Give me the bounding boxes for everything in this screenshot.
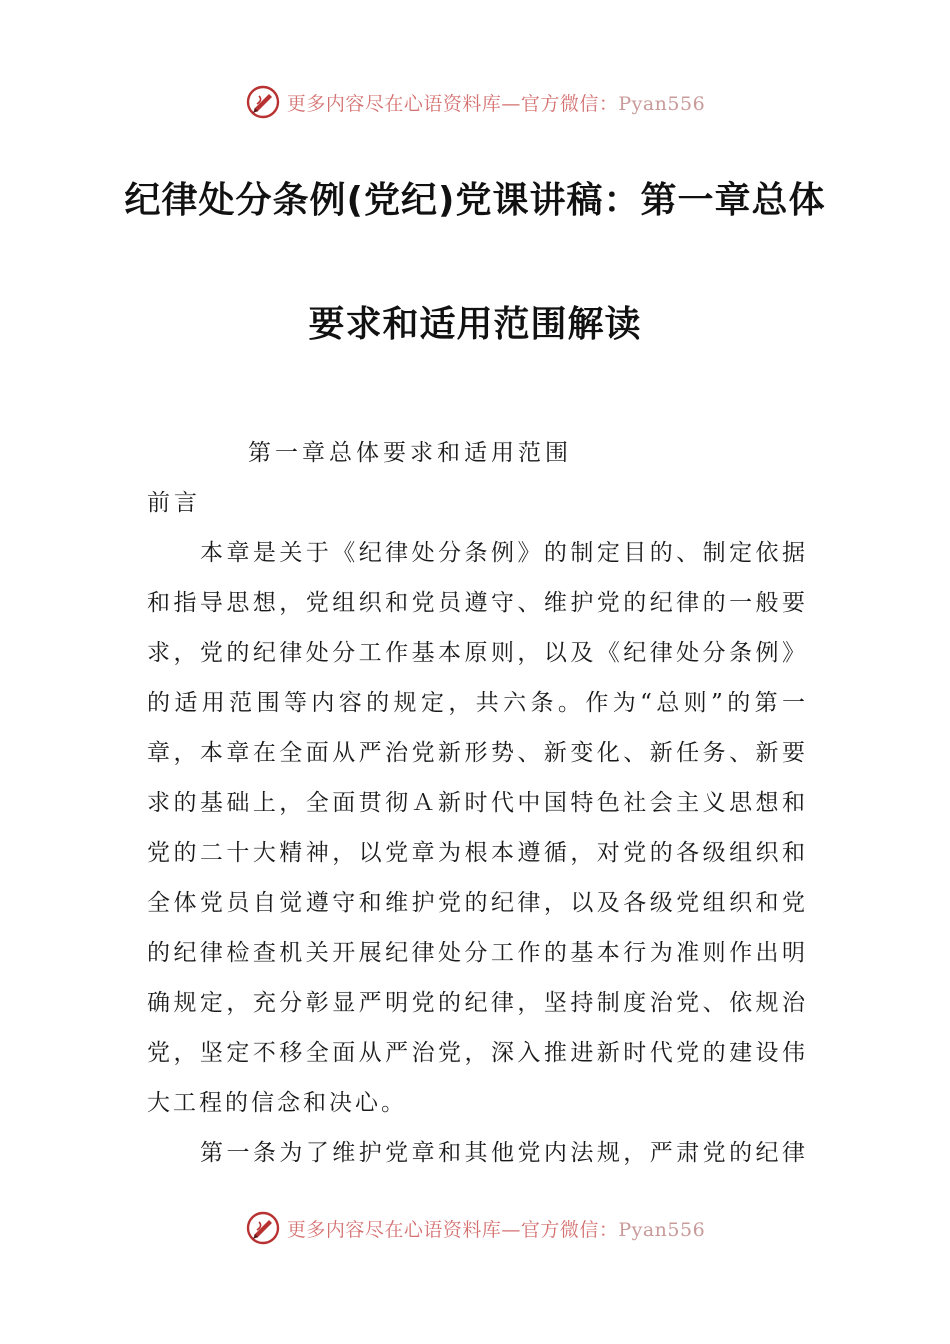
preface-label: 前言 — [147, 490, 201, 516]
document-title-line-1: 纪律处分条例(党纪)党课讲稿：第一章总体 — [124, 180, 826, 221]
footer-watermark — [0, 1208, 950, 1248]
pen-logo-icon — [245, 1210, 281, 1246]
watermark-text: 更多内容尽在心语资料库—官方微信：Pyan556 — [286, 1218, 706, 1241]
body-line: 第一条为了维护党章和其他党内法规，严肃党的纪律 — [200, 1140, 805, 1166]
body-line: 本章是关于《纪律处分条例》的制定目的、制定依据 — [200, 540, 805, 566]
watermark-text: 更多内容尽在心语资料库—官方微信：Pyan556 — [286, 92, 706, 115]
body-line: 党，坚定不移全面从严治党，深入推进新时代党的建设伟 — [147, 1040, 805, 1066]
wechat-id: Pyan556 — [618, 92, 706, 115]
body-line: 全体党员自觉遵守和维护党的纪律，以及各级党组织和党 — [147, 890, 805, 916]
body-line: 的适用范围等内容的规定，共六条。作为“总则”的第一 — [147, 690, 805, 716]
body-line: 章，本章在全面从严治党新形势、新变化、新任务、新要 — [147, 740, 805, 766]
body-line: 大工程的信念和决心。 — [147, 1090, 407, 1116]
pen-logo-icon — [245, 84, 281, 120]
chapter-subtitle: 第一章总体要求和适用范围 — [248, 440, 572, 466]
document-title-line-2: 要求和适用范围解读 — [308, 304, 642, 345]
body-line: 党的二十大精神，以党章为根本遵循，对党的各级组织和 — [147, 840, 805, 866]
body-line: 和指导思想，党组织和党员遵守、维护党的纪律的一般要 — [147, 590, 805, 616]
body-line: 确规定，充分彰显严明党的纪律，坚持制度治党、依规治 — [147, 990, 805, 1016]
body-line: 求的基础上，全面贯彻Ａ新时代中国特色社会主义思想和 — [147, 790, 805, 816]
wechat-id: Pyan556 — [618, 1218, 706, 1241]
header-watermark — [0, 82, 950, 122]
body-line: 求，党的纪律处分工作基本原则，以及《纪律处分条例》 — [147, 640, 805, 666]
body-line: 的纪律检查机关开展纪律处分工作的基本行为准则作出明 — [147, 940, 805, 966]
